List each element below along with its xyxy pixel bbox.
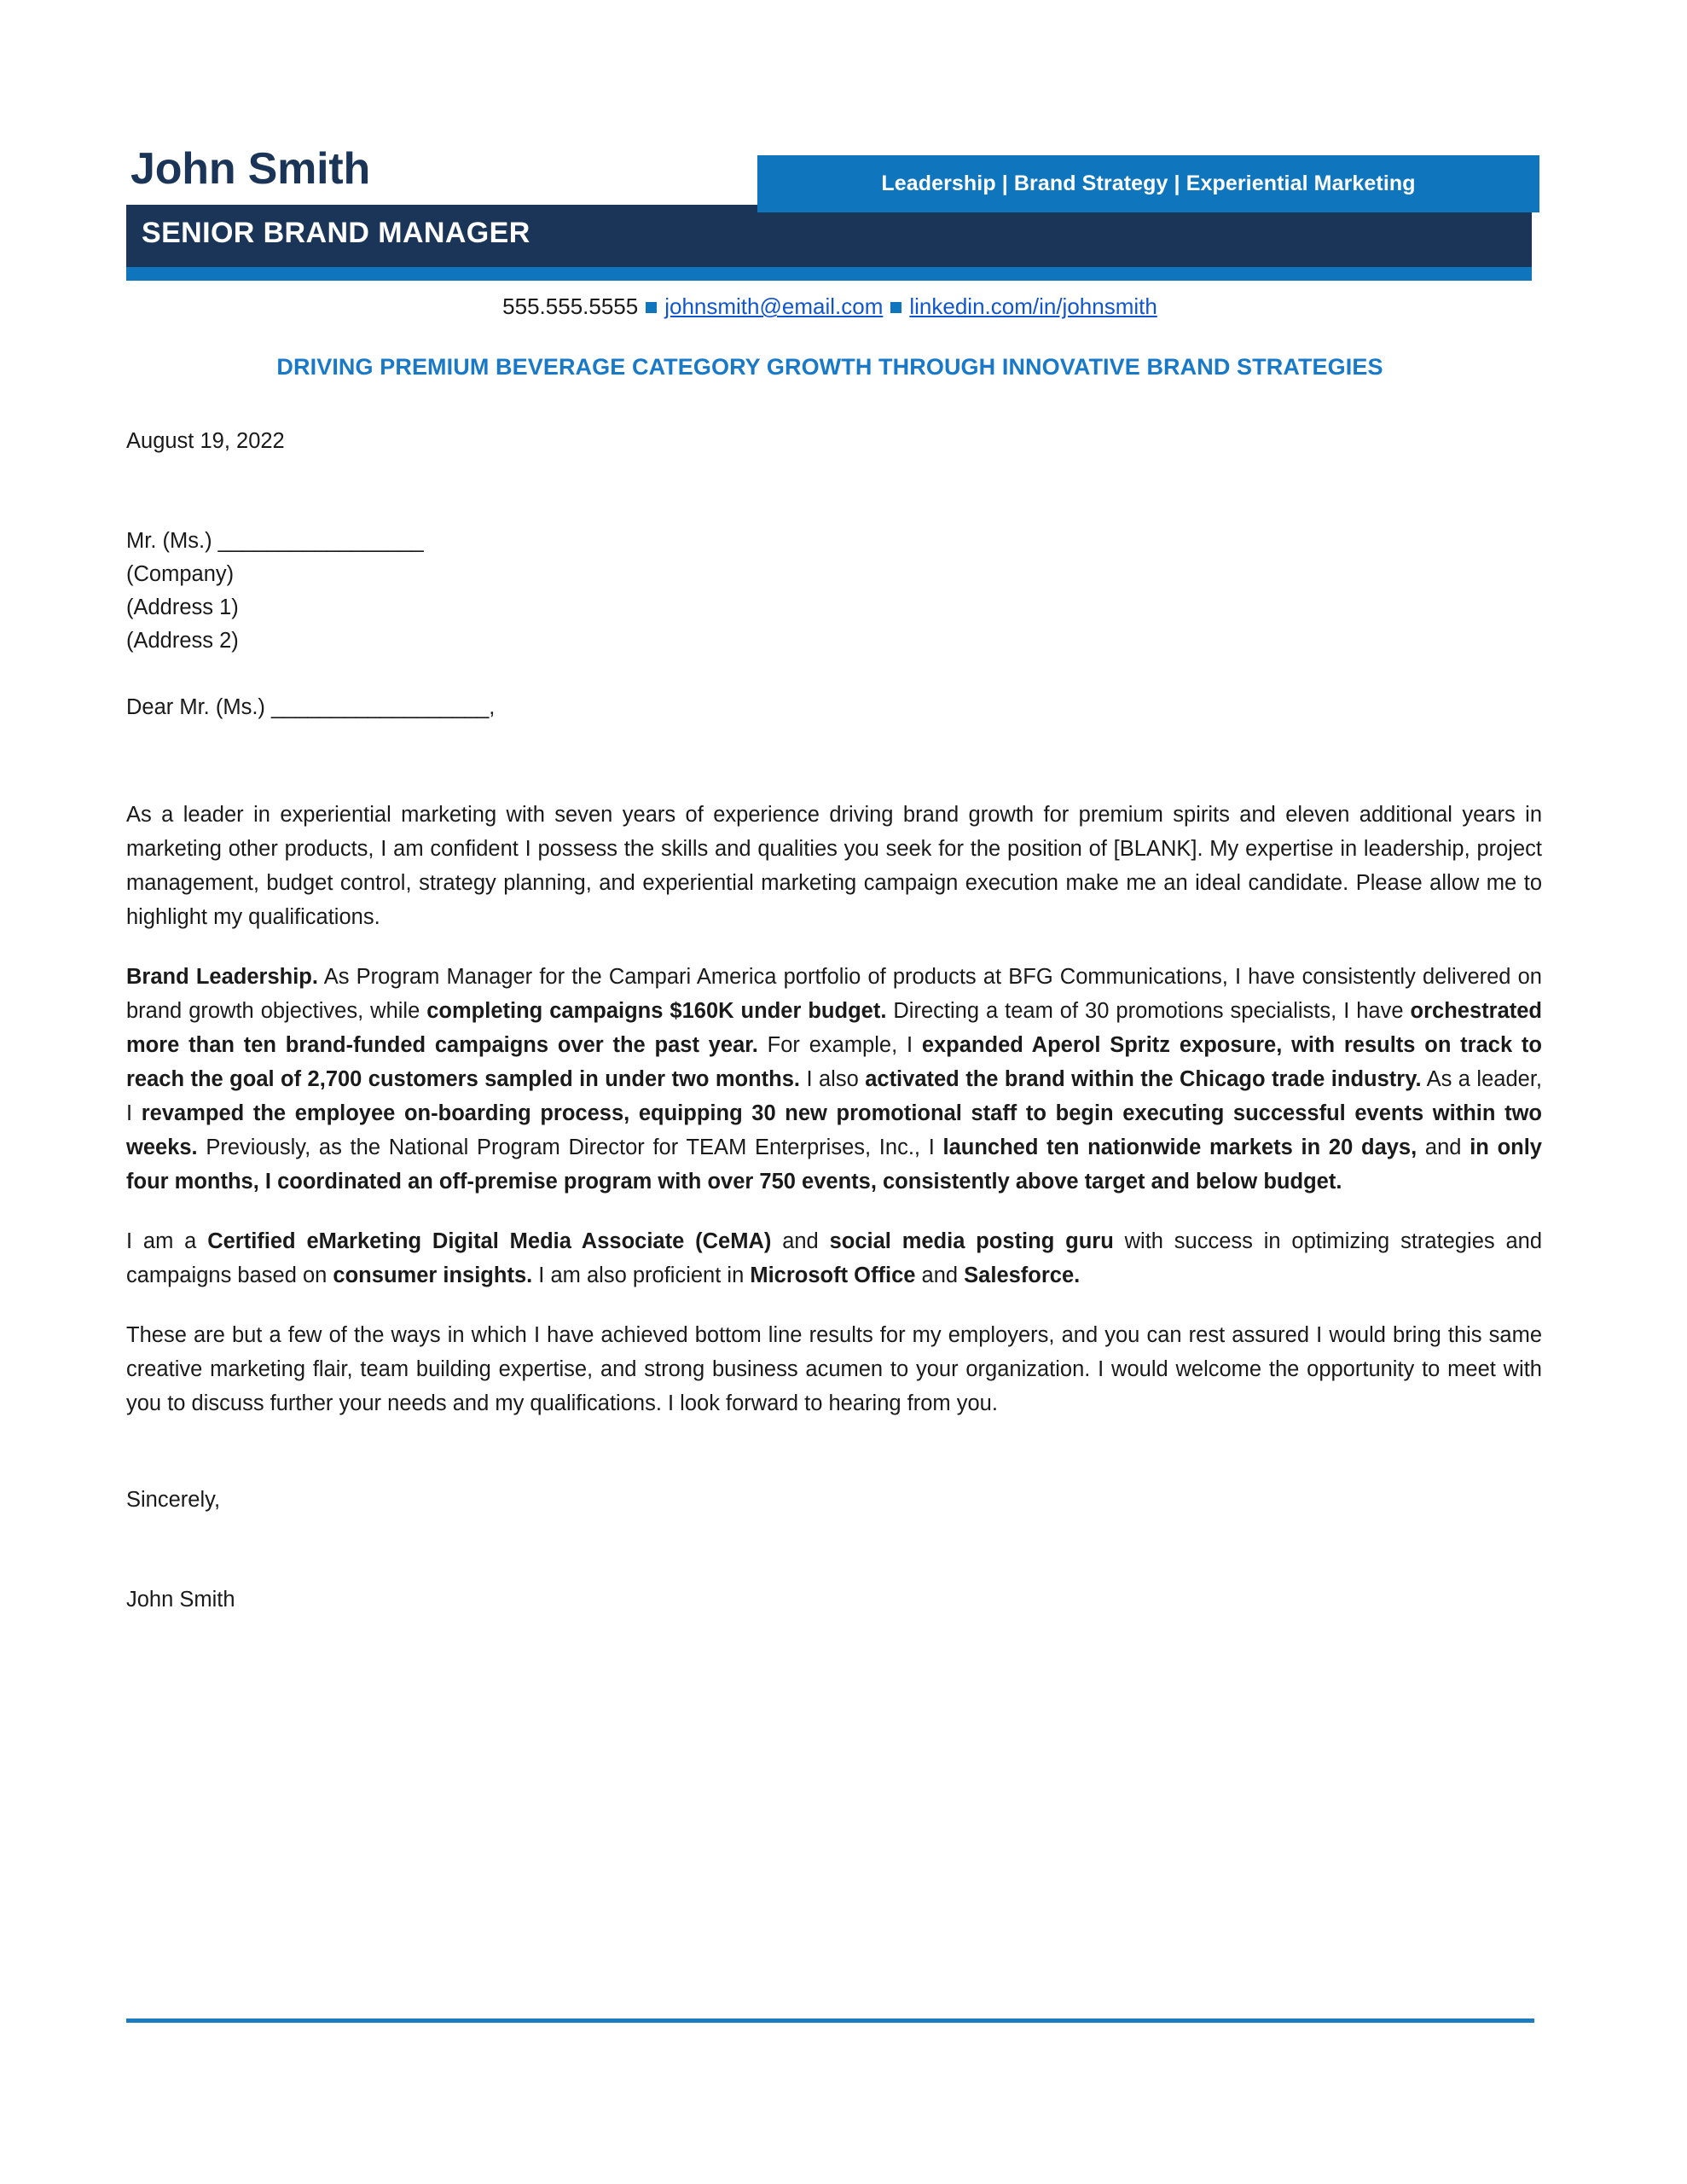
intro-text: As a leader in experiential marketing with seven years of experience driving brand growth for premium spirits and eleven additional years in marketing other products, I am confident I possess the skills and qualities you seek for the position of [BLANK]. My expertise in leadership, project management, budget control, strategy planning, and experiential marketing campaign execution make me an ideal candidate. Please allow me to highlight my qualifications. <box>126 803 1542 929</box>
linkedin-link[interactable]: linkedin.com/in/johnsmith <box>909 293 1157 319</box>
paragraph-brand-leadership <box>126 960 1542 1199</box>
cred-text-1: I am a <box>126 1229 208 1253</box>
bl-bold-2: orchestrated more than ten brand-funded campaigns over the past year. <box>126 999 1543 1057</box>
cred-text-2: and <box>771 1229 830 1253</box>
candidate-name: John Smith <box>130 144 371 194</box>
paragraph-intro <box>126 798 1542 934</box>
bl-text-5: As a leader, I <box>126 1067 1542 1125</box>
bl-bold-1: completing campaigns $160K under budget. <box>426 999 887 1023</box>
bl-bold-5: revamped the employee on-boarding process, equipping 30 new promotional staff to begin executing successful events within two weeks. <box>126 1101 1542 1159</box>
paragraph-closing-pitch <box>126 1318 1542 1420</box>
job-title: SENIOR BRAND MANAGER <box>142 217 530 249</box>
bl-bold-3: expanded Aperol Spritz exposure, with results on track to reach the goal of 2,700 customers sampled in under two months. <box>126 1033 1542 1091</box>
bl-text-2: Directing a team of 30 promotions specialists, I have <box>886 999 1411 1023</box>
spacer <box>126 724 1542 798</box>
cred-text-5: and <box>915 1263 965 1287</box>
contact-line <box>126 290 1533 322</box>
spacer <box>126 658 1542 691</box>
email-link[interactable]: johnsmith@email.com <box>664 293 884 319</box>
paragraph-credentials <box>126 1224 1542 1292</box>
cred-bold-5: Salesforce. <box>964 1263 1081 1287</box>
recipient-address2-line: (Address 2) <box>126 629 239 653</box>
closing-salutation: Sincerely, <box>126 1488 221 1512</box>
tagline-badge <box>757 155 1539 212</box>
bl-bold-7: in only four months, I coordinated an off-premise program with over 750 events, consistently above target and below budget. <box>126 1136 1542 1194</box>
page-headline: DRIVING PREMIUM BEVERAGE CATEGORY GROWTH THROUGH INNOVATIVE BRAND STRATEGIES <box>276 354 1383 380</box>
square-bullet-icon <box>890 302 901 313</box>
bl-bold-4: activated the brand within the Chicago trade industry. <box>865 1067 1422 1091</box>
square-bullet-icon <box>646 302 657 313</box>
bl-text-3: For example, I <box>757 1033 922 1057</box>
bl-text-4: I also <box>800 1067 866 1091</box>
job-title-bar <box>126 205 1532 267</box>
bl-text-6: Previously, as the National Program Director for TEAM Enterprises, Inc., I <box>197 1136 943 1159</box>
cred-text-3: with success in optimizing strategies and campaigns based on <box>126 1229 1542 1287</box>
letter-body <box>126 425 1542 1617</box>
bl-text-1: As Program Manager for the Campari America portfolio of products at BFG Communications, I have consistently delivered on brand growth objectives, while <box>126 965 1542 1023</box>
spacer <box>126 458 1542 525</box>
phone-number: 555.555.5555 <box>502 293 639 319</box>
recipient-company-line: (Company) <box>126 562 235 586</box>
brand-leadership-label: Brand Leadership. <box>126 965 318 989</box>
closing-pitch-text: These are but a few of the ways in which I have achieved bottom line results for my employers, and you can rest assured I would bring this same creative marketing flair, team building expertise, and strong business acumen to your organization. I would welcome the opportunity to meet with you to discuss further your needs and my qualifications. I look forward to hearing from you. <box>126 1323 1542 1415</box>
cred-text-4: I am also proficient in <box>532 1263 751 1287</box>
recipient-address1-line: (Address 1) <box>126 595 239 619</box>
header-accent-strip <box>126 267 1532 281</box>
cred-bold-2: social media posting guru <box>829 1229 1114 1253</box>
letter-date: August 19, 2022 <box>126 429 285 453</box>
salutation: Dear Mr. (Ms.) __________________, <box>126 695 496 719</box>
bl-text-7: and <box>1417 1136 1470 1159</box>
spacer <box>126 1420 1542 1484</box>
footer-divider <box>126 2018 1534 2023</box>
cred-bold-3: consumer insights. <box>333 1263 533 1287</box>
signature-name: John Smith <box>126 1588 235 1612</box>
bl-bold-6: launched ten nationwide markets in 20 days, <box>942 1136 1417 1159</box>
cred-bold-4: Microsoft Office <box>750 1263 916 1287</box>
cred-bold-1: Certified eMarketing Digital Media Associate (CeMA) <box>207 1229 772 1253</box>
recipient-name-line: Mr. (Ms.) _________________ <box>126 529 424 553</box>
tagline-text: Leadership | Brand Strategy | Experiential Marketing <box>881 171 1416 195</box>
spacer <box>126 1517 1542 1583</box>
